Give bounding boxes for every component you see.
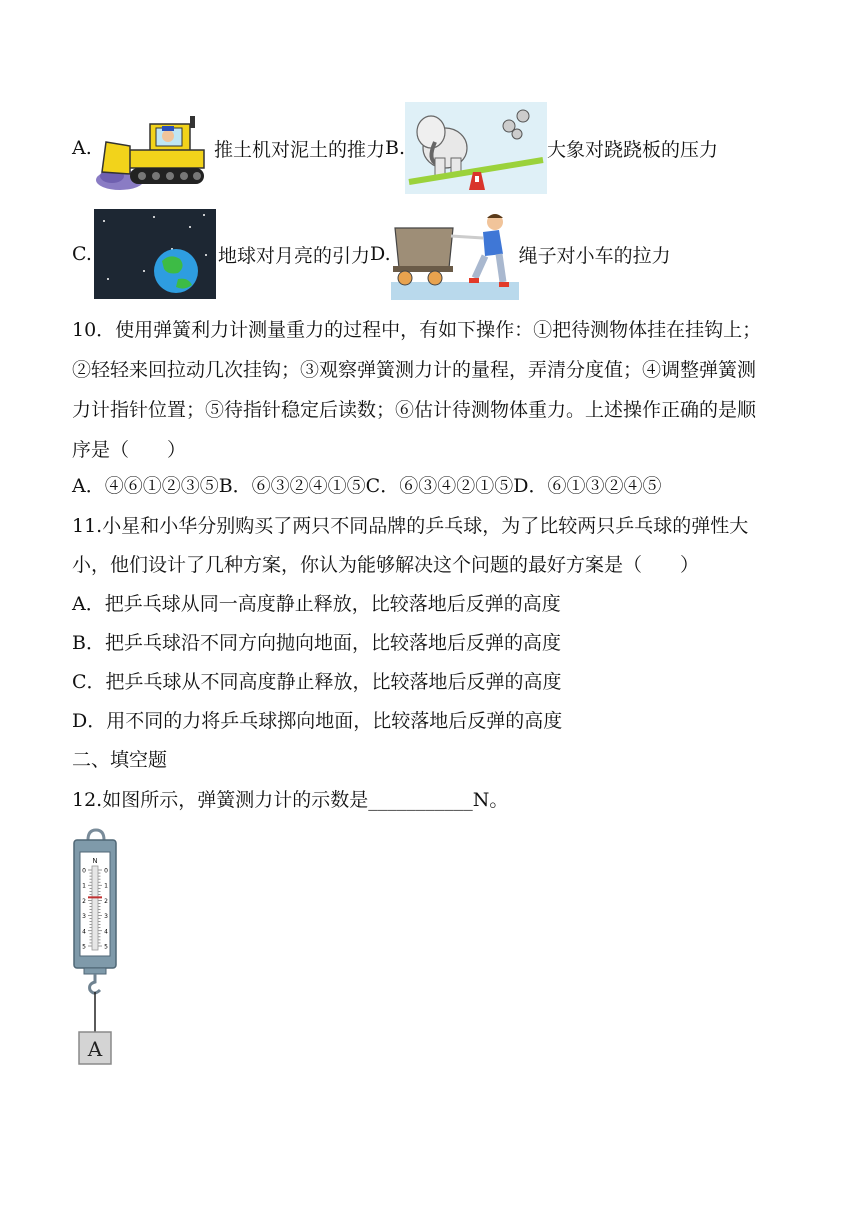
q11-option-c: C．把乒乓球从不同高度静止释放，比较落地后反弹的高度 xyxy=(72,671,562,693)
q11-option-d: D．用不同的力将乒乓球掷向地面，比较落地后反弹的高度 xyxy=(72,710,563,732)
unit-label: N xyxy=(92,857,98,865)
q9-options-row-ab xyxy=(72,102,718,194)
section-title-fill-in: 二、填空题 xyxy=(72,749,168,771)
q10-options: A．④⑥①②③⑤B．⑥③②④①⑤C．⑥③④②①⑤D．⑥①③②④⑤ xyxy=(72,475,662,497)
q11-line-2: 小，他们设计了几种方案，你认为能够解决这个问题的最好方案是（ ） xyxy=(72,554,700,576)
spring-scale-figure xyxy=(66,826,126,1070)
top-ring-icon xyxy=(88,830,104,840)
option-b-text: 大象对跷跷板的压力 xyxy=(547,138,719,161)
spring-scale-svg xyxy=(66,826,126,1070)
q12-text: 12.如图所示，弹簧测力计的示数是___________N。 xyxy=(72,789,509,811)
q9-options-row-cd xyxy=(72,208,671,300)
option-d-letter: D. xyxy=(370,243,391,265)
q10-line-1: 10．使用弹簧利力计测量重力的过程中，有如下操作：①把待测物体挂在挂钩上； xyxy=(72,319,762,341)
scale-label-right: 2 xyxy=(104,897,108,905)
bottom-cap xyxy=(84,968,106,974)
block-label: A xyxy=(87,1037,103,1061)
q11-option-a: A．把乒乓球从同一高度静止释放，比较落地后反弹的高度 xyxy=(72,593,561,615)
scale-label-right: 4 xyxy=(104,928,108,936)
scale-label-left: 4 xyxy=(82,928,86,936)
scale-label-right: 5 xyxy=(104,943,108,951)
bulldozer-image xyxy=(94,102,212,194)
pointer-indicator xyxy=(88,896,102,898)
boy-pulling-cart-image xyxy=(391,208,519,300)
elephant-seesaw-image xyxy=(405,102,547,194)
option-a-letter: A. xyxy=(72,137,92,159)
spring-slot xyxy=(92,866,98,950)
hook-icon xyxy=(90,974,100,993)
scale-label-left: 1 xyxy=(82,882,86,890)
scale-label-left: 0 xyxy=(82,867,86,875)
option-b-letter: B. xyxy=(385,137,406,159)
option-a-text: 推土机对泥土的推力 xyxy=(214,138,386,161)
q11-line-1: 11.小星和小华分别购买了两只不同品牌的乒乓球，为了比较两只乒乓球的弹性大 xyxy=(72,515,749,537)
option-d-text: 绳子对小车的拉力 xyxy=(518,244,671,267)
scale-label-right: 1 xyxy=(104,882,108,890)
q10-line-3: 力计指针位置；⑤待指针稳定后读数；⑥估计待测物体重力。上述操作正确的是顺 xyxy=(72,399,757,421)
q10-line-2: ②轻轻来回拉动几次挂钩；③观察弹簧测力计的量程，弄清分度值；④调整弹簧测 xyxy=(72,359,757,381)
q10-line-4: 序是（ ） xyxy=(72,439,187,461)
scale-label-left: 5 xyxy=(82,943,86,951)
scale-label-left: 3 xyxy=(82,913,86,921)
scale-label-right: 3 xyxy=(104,913,108,921)
moon-earth-image xyxy=(94,209,216,299)
option-c-letter: C. xyxy=(72,243,92,265)
q11-option-b: B．把乒乓球沿不同方向抛向地面，比较落地后反弹的高度 xyxy=(72,632,561,654)
scale-label-right: 0 xyxy=(104,867,108,875)
scale-label-left: 2 xyxy=(82,897,86,905)
option-c-text: 地球对月亮的引力 xyxy=(218,244,371,267)
